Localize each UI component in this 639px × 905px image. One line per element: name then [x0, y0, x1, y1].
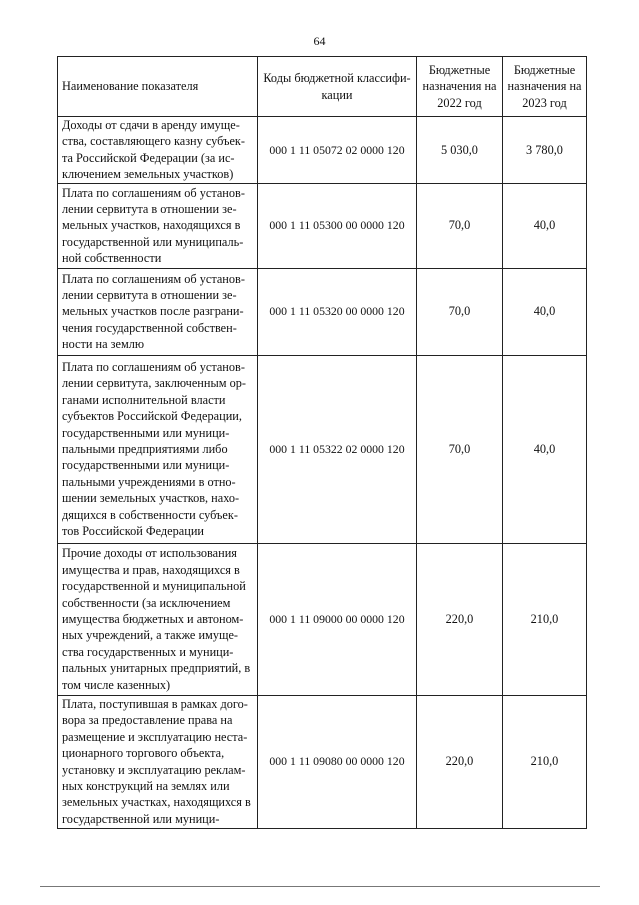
row-2023: 210,0: [503, 543, 587, 695]
table-row: [58, 117, 587, 184]
header-2022: Бюджетные назначения на 2022 год: [417, 57, 503, 117]
row-code: 000 1 11 05322 02 0000 120: [258, 355, 417, 543]
row-2023: 40,0: [503, 268, 587, 355]
table-row: [58, 695, 587, 828]
row-code: 000 1 11 09000 00 0000 120: [258, 543, 417, 695]
page-number: 64: [313, 34, 326, 48]
table-header-row: [58, 57, 587, 117]
row-2022: 220,0: [417, 543, 503, 695]
row-code: 000 1 11 05072 02 0000 120: [258, 117, 417, 184]
row-code: 000 1 11 05300 00 0000 120: [258, 183, 417, 268]
row-2023: 3 780,0: [503, 117, 587, 184]
row-name: Плата по соглашениям об установ-лении сервитута в отношении зе-мельных участков после разграни-чения государственной собствен-ности на землю: [58, 268, 258, 355]
budget-table: [57, 56, 587, 829]
row-2023: 40,0: [503, 355, 587, 543]
row-2022: 70,0: [417, 183, 503, 268]
row-2022: 70,0: [417, 268, 503, 355]
row-2022: 70,0: [417, 355, 503, 543]
table-row: [58, 183, 587, 268]
table-row: [58, 543, 587, 695]
header-2023: Бюджетные назначения на 2023 год: [503, 57, 587, 117]
row-name: Плата по соглашениям об установ-лении сервитута в отношении зе-мельных участков, находящихся в государственной или муниципаль-ной собственности: [58, 183, 258, 268]
header-code: Коды бюджетной классифи-кации: [258, 57, 417, 117]
row-name: Плата, поступившая в рамках дого-вора за предоставление права на размещение и эксплуатацию неста-ционарного торгового объекта, установку и эксплуатацию реклам-ных конструкций на землях или земельных участках, находящихся в государственной или муници-: [58, 695, 258, 828]
row-name: Прочие доходы от использования имущества и прав, находящихся в государственной и муниципальной собственности (за исключением имущества бюджетных и автоном-ных учреждений, а также имуще-ства государственных и муници-пальных унитарных предприятий, в том числе казенных): [58, 543, 258, 695]
row-2022: 5 030,0: [417, 117, 503, 184]
header-name: Наименование показателя: [58, 57, 258, 117]
row-code: 000 1 11 05320 00 0000 120: [258, 268, 417, 355]
row-2022: 220,0: [417, 695, 503, 828]
row-code: 000 1 11 09080 00 0000 120: [258, 695, 417, 828]
row-name: Доходы от сдачи в аренду имуще-ства, составляющего казну субъек-та Российской Федерации (за ис-ключением земельных участков): [58, 117, 258, 184]
row-name: Плата по соглашениям об установ-лении сервитута, заключенным ор-ганами исполнительной власти субъектов Российской Федерации, государственными или муници-пальными предприятиями либо государственными или муници-пальными учреждениями в отно-шении земельных участков, нахо-дящихся в собственности субъек-тов Российской Федерации: [58, 355, 258, 543]
row-2023: 210,0: [503, 695, 587, 828]
bottom-scan-line: [40, 886, 600, 887]
row-2023: 40,0: [503, 183, 587, 268]
table-row: [58, 355, 587, 543]
table-row: [58, 268, 587, 355]
